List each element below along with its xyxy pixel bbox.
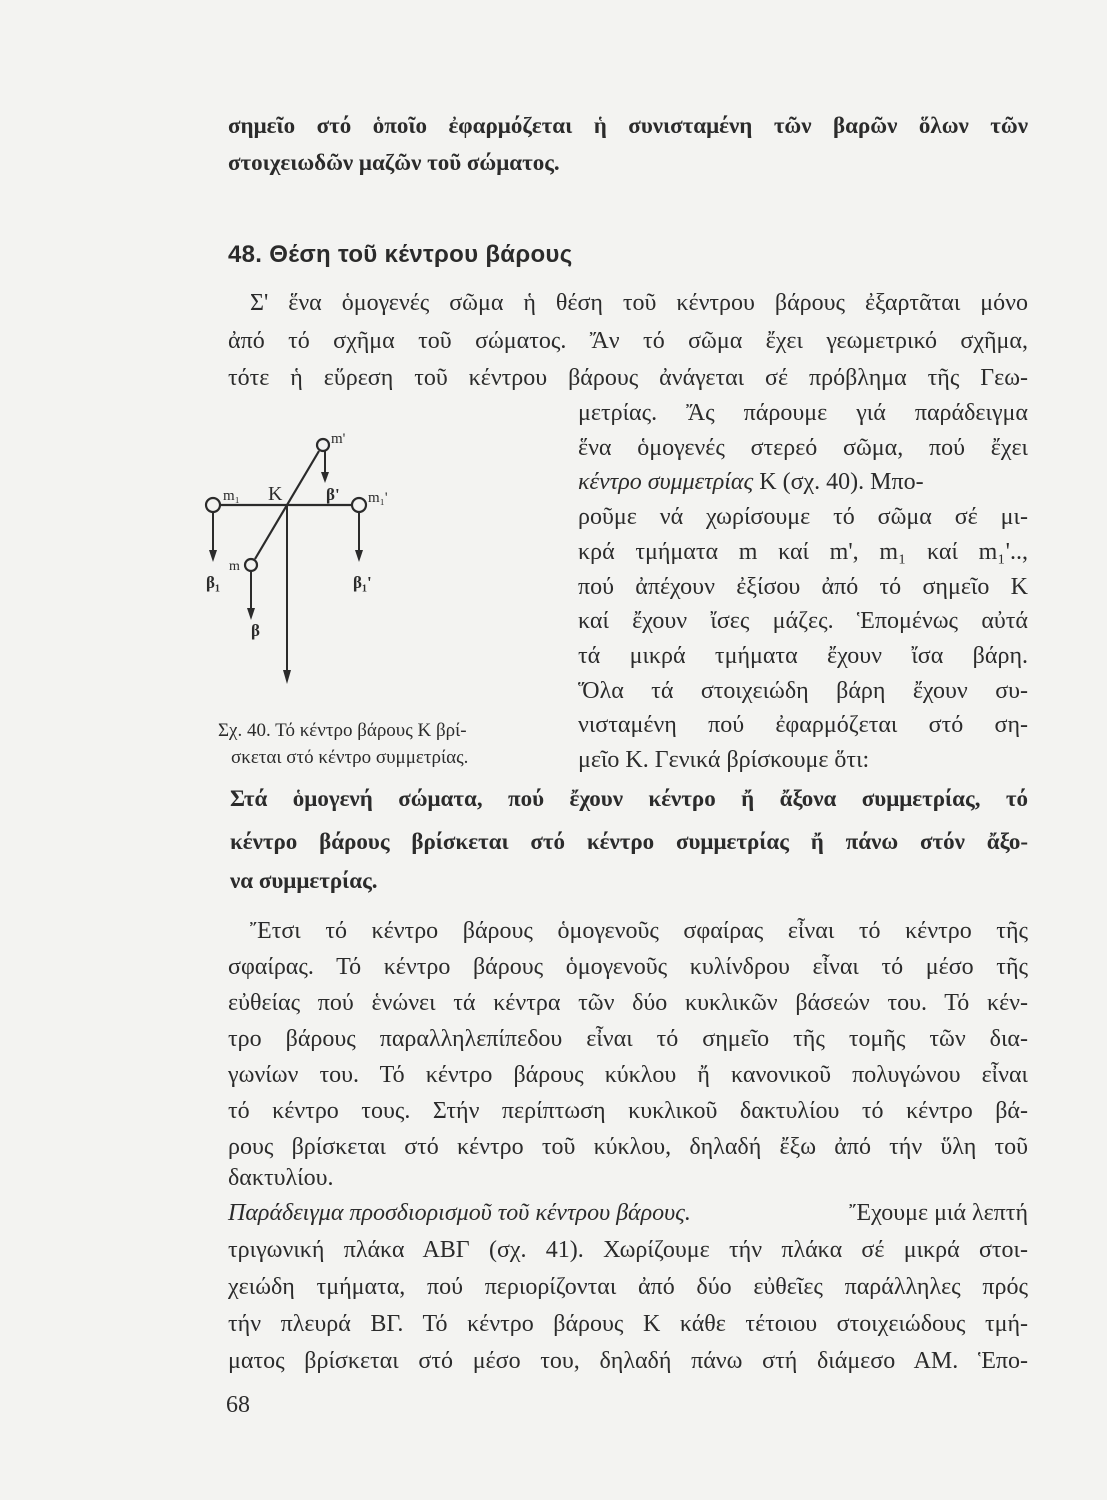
arrowhead	[283, 670, 291, 684]
label-m1: m₁	[223, 488, 240, 504]
mass-m-prime	[317, 439, 329, 451]
rule-line: κέντρο βάρους βρίσκεται στό κέντρο συμμετρίας ἤ πάνω στόν ἄξο-	[230, 829, 1028, 854]
rule-line: να συμμετρίας.	[230, 868, 378, 893]
intro-line: σημεῖο στό ὁποῖο ἐφαρμόζεται ἡ συνισταμένη τῶν βαρῶν ὅλων τῶν	[228, 113, 1028, 138]
label-b1: β₁	[206, 573, 221, 592]
arrowhead	[321, 472, 329, 483]
paragraph-line: τά μικρά τμήματα ἔχουν ἴσα βάρη.	[578, 643, 1028, 669]
text-span: Κ (σχ. 40). Μπο-	[759, 469, 924, 495]
paragraph-line: ρους βρίσκεται στό κέντρο τοῦ κύκλου, δηλαδή ἔξω ἀπό τήν ὕλη τοῦ	[228, 1134, 1028, 1160]
paragraph-line: τρο βάρους παραλληλεπίπεδου εἶναι τό σημεῖο τῆς τομῆς τῶν δια-	[228, 1026, 1028, 1052]
paragraph-line	[578, 469, 1028, 495]
rule-line: Στά ὁμογενή σώματα, πού ἔχουν κέντρο ἤ ἄξονα συμμετρίας, τό	[230, 786, 1028, 811]
paragraph-line: δακτυλίου.	[228, 1165, 334, 1191]
paragraph-line: ἕνα ὁμογενές στερεό σῶμα, πού ἔχει	[578, 435, 1028, 461]
paragraph-line: χειώδη τμήματα, πού περιορίζονται ἀπό δύο εὐθεῖες παράλληλες πρός	[228, 1274, 1028, 1300]
paragraph-line: καί ἔχουν ἴσες μάζες. Ἑπομένως αὐτά	[578, 608, 1028, 634]
figure-40-diagram	[0, 0, 560, 720]
label-m1-prime: m₁'	[368, 490, 388, 506]
paragraph-line: πού ἀπέχουν ἐξίσου ἀπό τό σημεῖο Κ	[578, 574, 1028, 600]
figure-caption: σκεται στό κέντρο συμμετρίας.	[231, 747, 469, 768]
label-b1-prime: β₁'	[353, 573, 372, 592]
paragraph-line: ροῦμε νά χωρίσουμε τό σῶμα σέ μι-	[578, 504, 1028, 530]
paragraph-line: τότε ἡ εὕρεση τοῦ κέντρου βάρους ἀνάγεται σέ πρόβλημα τῆς Γεω-	[228, 365, 1028, 391]
label-b-prime: β'	[326, 485, 340, 504]
label-b: β	[251, 621, 260, 640]
paragraph-line: Ὅλα τά στοιχειώδη βάρη ἔχουν συ-	[578, 678, 1028, 704]
paragraph-line: τήν πλευρά ΒΓ. Τό κέντρο βάρους Κ κάθε τέτοιου στοιχειώδους τμή-	[228, 1311, 1028, 1337]
label-m: m	[229, 559, 240, 574]
mass-m	[245, 559, 257, 571]
section-heading: 48. Θέση τοῦ κέντρου βάρους	[228, 241, 573, 268]
mass-m1	[206, 498, 220, 512]
paragraph-line: μεῖο Κ. Γενικά βρίσκουμε ὅτι:	[578, 747, 870, 773]
paragraph-line: μετρίας. Ἄς πάρουμε γιά παράδειγμα	[578, 400, 1028, 426]
paragraph-line: σφαίρας. Τό κέντρο βάρους ὁμογενοῦς κυλίνδρου εἶναι τό μέσο τῆς	[228, 954, 1028, 980]
page-number: 68	[226, 1392, 250, 1418]
paragraph-line: Ἔτσι τό κέντρο βάρους ὁμογενοῦς σφαίρας εἶναι τό κέντρο τῆς	[250, 918, 1028, 944]
italic-term: κέντρο συμμετρίας	[578, 469, 754, 495]
italic-lead: Παράδειγμα προσδιορισμοῦ τοῦ κέντρου βάρους.	[228, 1200, 691, 1226]
paragraph-line: Σ' ἕνα ὁμογενές σῶμα ἡ θέση τοῦ κέντρου βάρους ἐξαρτᾶται μόνο	[250, 290, 1028, 316]
label-m-prime: m'	[331, 431, 346, 447]
arrowhead	[355, 550, 363, 562]
paragraph-line: τριγωνική πλάκα ΑΒΓ (σχ. 41). Χωρίζουμε τήν πλάκα σέ μικρά στοι-	[228, 1237, 1028, 1263]
figure-caption: Σχ. 40. Τό κέντρο βάρους Κ βρί-	[218, 720, 467, 741]
paragraph-line: νισταμένη πού ἐφαρμόζεται στό ση-	[578, 712, 1028, 738]
paragraph-line: γωνίων του. Τό κέντρο βάρους κύκλου ἤ κανονικοῦ πολυγώνου εἶναι	[228, 1062, 1028, 1088]
paragraph-line: ἀπό τό σχῆμα τοῦ σώματος. Ἄν τό σῶμα ἔχει γεωμετρικό σχῆμα,	[228, 328, 1028, 354]
paragraph-line: κρά τμήματα m καί m', m₁ καί m₁'..,	[578, 539, 1028, 565]
paragraph-line: ματος βρίσκεται στό μέσο του, δηλαδή πάνω στή διάμεσο ΑΜ. Ἑπο-	[228, 1348, 1028, 1374]
mass-m1-prime	[352, 498, 366, 512]
intro-line: στοιχειωδῶν μαζῶν τοῦ σώματος.	[228, 150, 560, 175]
arrowhead	[247, 608, 255, 620]
paragraph-line	[228, 1200, 1028, 1226]
label-K: K	[268, 483, 283, 505]
paragraph-line: εὐθείας πού ἑνώνει τά κέντρα τῶν δύο κυκλικῶν βάσεών του. Τό κέν-	[228, 990, 1028, 1016]
arrowhead	[209, 550, 217, 562]
text-span: Ἔχουμε μιά λεπτή	[849, 1200, 1028, 1226]
paragraph-line: τό κέντρο τους. Στήν περίπτωση κυκλικοῦ δακτυλίου τό κέντρο βά-	[228, 1098, 1028, 1124]
